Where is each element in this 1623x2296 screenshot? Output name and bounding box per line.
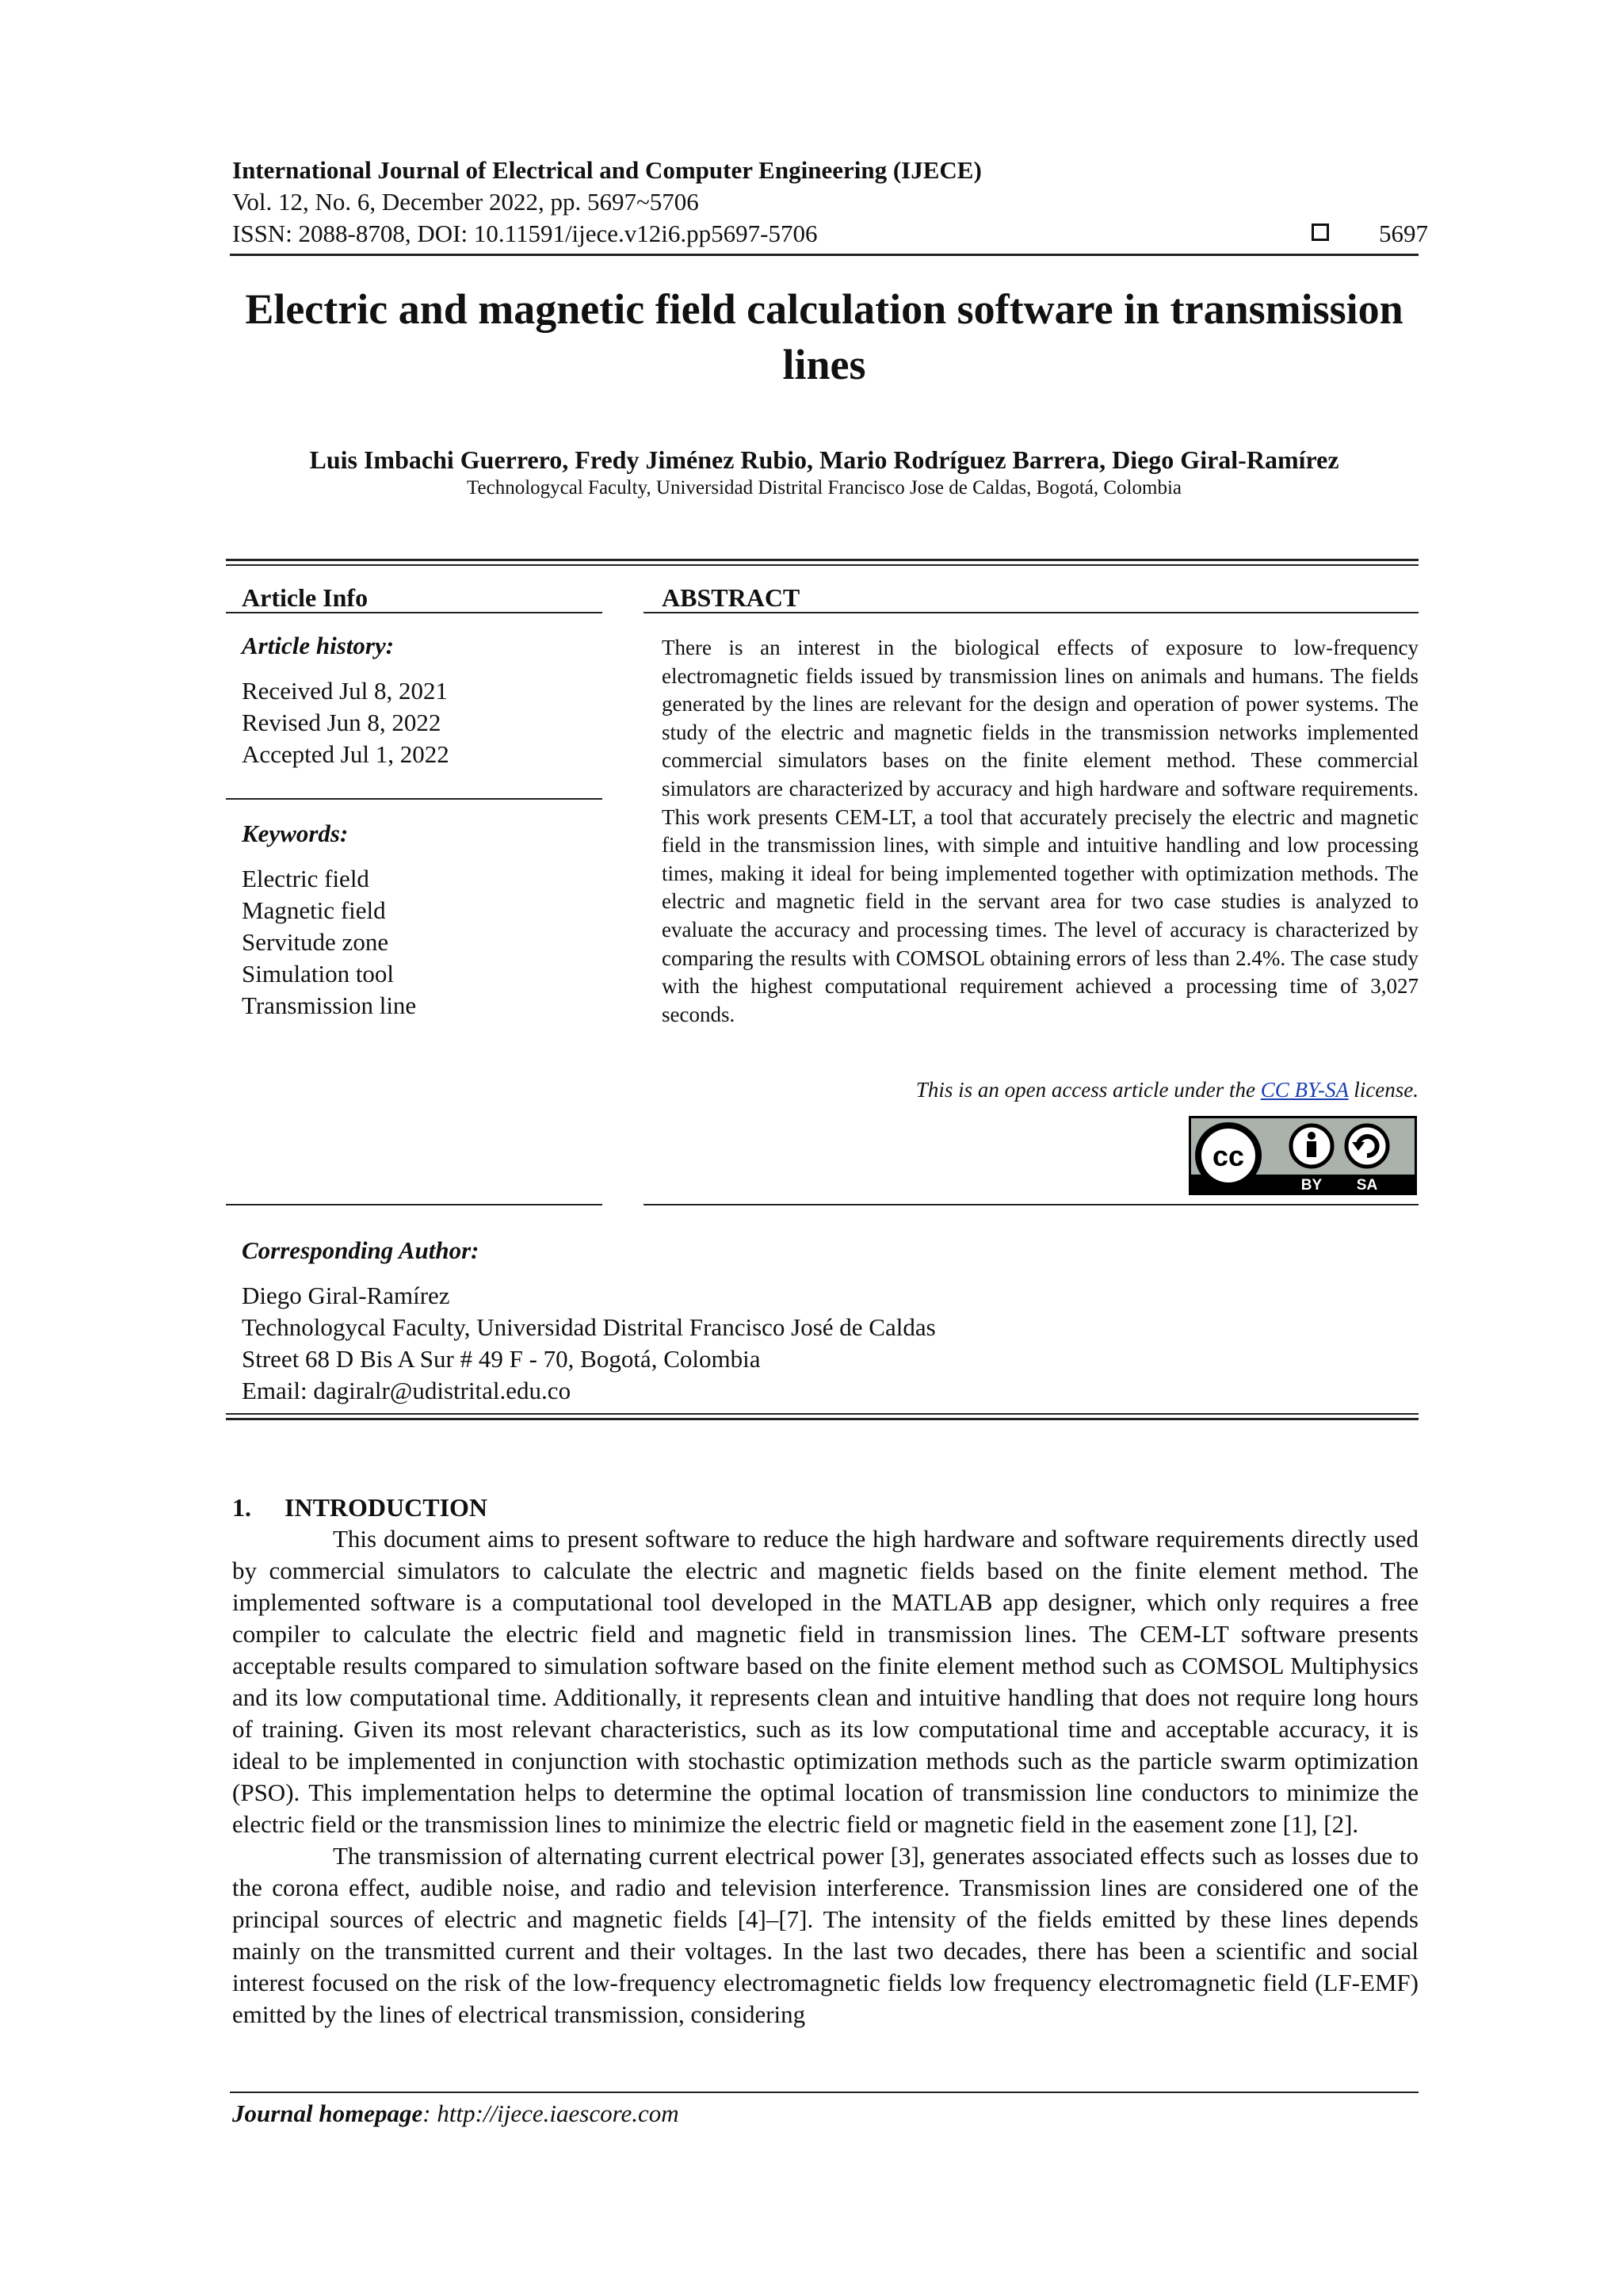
- corresponding-email: Email: dagiralr@udistrital.edu.co: [242, 1377, 571, 1404]
- corresponding-author-details: [242, 1280, 936, 1407]
- introduction-body: [232, 1523, 1419, 2030]
- info-box-top-rule: [226, 559, 1419, 561]
- keywords-rule: [226, 798, 602, 800]
- license-suffix: license.: [1348, 1078, 1419, 1102]
- checkbox-square-icon: [1312, 223, 1329, 241]
- journal-name: International Journal of Electrical and Computer Engineering (IJECE): [232, 156, 982, 184]
- cc-by-sa-link[interactable]: CC BY-SA: [1260, 1078, 1349, 1102]
- history-accepted: Accepted Jul 1, 2022: [242, 740, 449, 768]
- affiliation: Technologycal Faculty, Universidad Distrital Francisco Jose de Caldas, Bogotá, Colombia: [466, 477, 1182, 499]
- page-number: 5697: [1379, 220, 1428, 247]
- left-column-bottom-rule: [226, 1204, 602, 1205]
- author-list: Luis Imbachi Guerrero, Fredy Jiménez Rubio, Mario Rodríguez Barrera, Diego Giral-Ramírez: [309, 445, 1339, 474]
- introduction-paragraph: This document aims to present software to reduce the high hardware and software requirements directly used by commercial simulators to calculate the electric and magnetic fields based on the finite element method. The implemented software is a computational tool developed in the MATLAB app designer, which only requires a free compiler to calculate the electric field and magnetic field in transmission lines. The CEM-LT software presents acceptable results compared to simulation software based on the finite element method such as COMSOL Multiphysics and its low computational time. Additionally, it represents clean and intuitive handling that does not require long hours of training. Given its most relevant characteristics, such as its low computational time and acceptable accuracy, it is ideal to be implemented in conjunction with stochastic optimization methods such as the particle swarm optimization (PSO). This implementation helps to determine the optimal location of transmission line conductors to minimize the electric field or the transmission lines to minimize the electric field or magnetic field in the easement zone [1], [2].: [232, 1525, 1419, 1838]
- abstract-text: There is an interest in the biological effects of exposure to low-frequency electromagnetic fields issued by transmission lines on animals and humans. The fields generated by the lines are relevant for the design and operation of power systems. The study of the electric and magnetic fields in the transmission networks implemented commercial simulators bases on the finite element method. These commercial simulators are characterized by accuracy and high hardware and software requirements. This work presents CEM-LT, a tool that accurately precisely the electric and magnetic field in the transmission lines, with simple and intuitive handling and low processing times, making it ideal for being implemented together with optimization methods. The electric and magnetic field in the servant area for two case studies is analyzed to evaluate the accuracy and processing times. The level of accuracy is characterized by comparing the results with COMSOL obtaining errors of less than 2.4%. The case study with the highest computational requirement achieved a processing time of 3,027 seconds.: [662, 636, 1419, 1026]
- cc-by-sa-badge-icon: [1189, 1116, 1417, 1195]
- license-line: [662, 1075, 1419, 1104]
- paper-title: Electric and magnetic field calculation software in transmission lines: [245, 285, 1403, 388]
- article-history-list: [242, 675, 449, 770]
- volume-info: Vol. 12, No. 6, December 2022, pp. 5697~5706: [232, 188, 699, 216]
- introduction-paragraph: The transmission of alternating current electrical power [3], generates associated effects such as losses due to the corona effect, audible noise, and radio and television interference. Transmission lines are considered one of the principal sources of electric and magnetic fields [4]–[7]. The intensity of the fields emitted by these lines depends mainly on the transmitted current and their voltages. In the last two decades, there has been a scientific and social interest focused on the risk of the low-frequency electromagnetic fields low frequency electromagnetic field (LF-EMF) emitted by the lines of electrical transmission, considering: [232, 1842, 1419, 2028]
- license-prefix: This is an open access article under the: [915, 1078, 1261, 1102]
- cc-badge-text: cc: [1212, 1140, 1245, 1172]
- keyword-item: Magnetic field: [242, 896, 386, 924]
- keyword-item: Servitude zone: [242, 928, 389, 956]
- keyword-item: Transmission line: [242, 991, 417, 1019]
- article-info-rule: [226, 612, 602, 613]
- by-badge-text: BY: [1300, 1177, 1323, 1194]
- abstract-heading: ABSTRACT: [662, 583, 800, 612]
- introduction-heading: [232, 1492, 487, 1523]
- corresponding-affiliation: Technologycal Faculty, Universidad Distrital Francisco José de Caldas: [242, 1313, 936, 1341]
- header-rule: [230, 254, 1419, 256]
- homepage-label: Journal homepage: [232, 2099, 423, 2127]
- article-info-heading: Article Info: [242, 583, 369, 612]
- keywords-heading: Keywords:: [242, 819, 349, 847]
- journal-homepage: [232, 2098, 679, 2130]
- footer-rule: [230, 2092, 1419, 2093]
- corresponding-author-heading: Corresponding Author:: [242, 1236, 479, 1264]
- corresponding-name: Diego Giral-Ramírez: [242, 1282, 450, 1309]
- section-number: 1.: [232, 1493, 251, 1522]
- keywords-list: [242, 863, 416, 1022]
- info-box-bottom-rule-inner: [226, 1413, 1419, 1415]
- right-column-bottom-rule: [643, 1204, 1419, 1205]
- sa-badge-text: SA: [1356, 1177, 1378, 1194]
- keyword-item: Simulation tool: [242, 960, 395, 988]
- homepage-url[interactable]: : http://ijece.iaescore.com: [422, 2099, 679, 2127]
- history-revised: Revised Jun 8, 2022: [242, 709, 441, 736]
- section-title: INTRODUCTION: [285, 1493, 488, 1522]
- info-box-bottom-rule: [226, 1418, 1419, 1420]
- abstract-rule: [643, 612, 1419, 613]
- issn-doi: ISSN: 2088-8708, DOI: 10.11591/ijece.v12i6.pp5697-5706: [232, 220, 818, 247]
- corresponding-address: Street 68 D Bis A Sur # 49 F - 70, Bogotá, Colombia: [242, 1345, 761, 1373]
- keyword-item: Electric field: [242, 865, 369, 892]
- info-box-top-rule-inner: [226, 564, 1419, 566]
- history-received: Received Jul 8, 2021: [242, 677, 449, 705]
- article-history-heading: Article history:: [242, 632, 395, 659]
